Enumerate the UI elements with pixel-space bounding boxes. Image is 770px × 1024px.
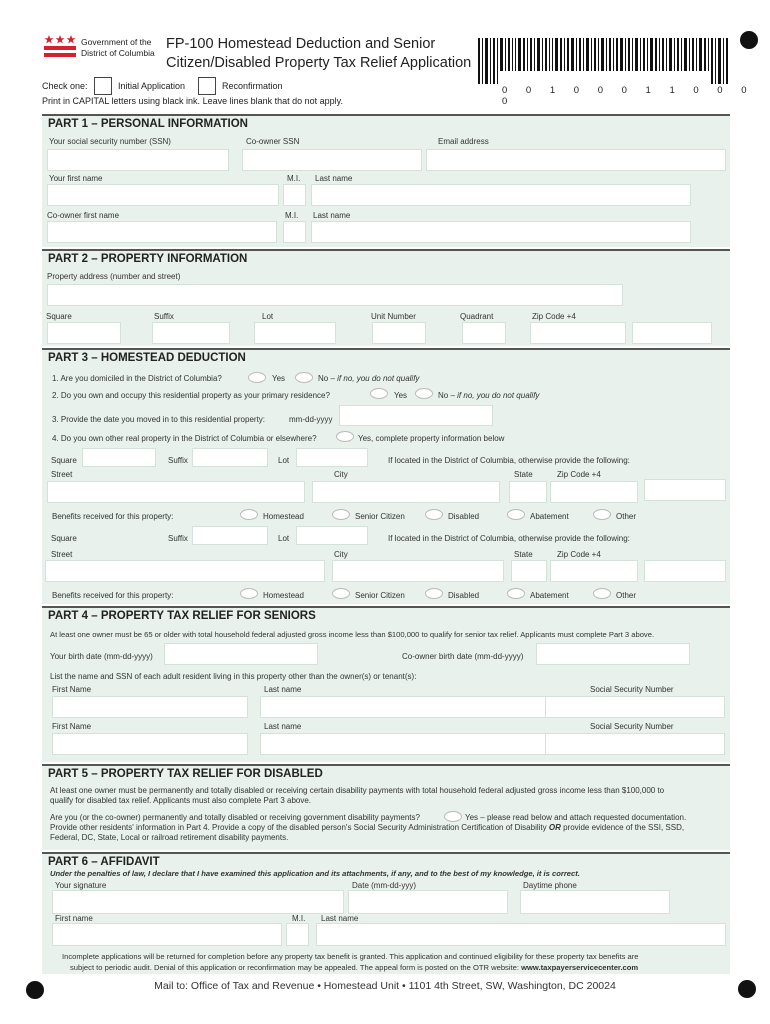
co-mi-label: M.I. [285, 211, 299, 220]
op1-state-input[interactable] [509, 481, 547, 503]
resident1-last-label: Last name [264, 685, 302, 694]
first-name-label: Your first name [49, 174, 103, 183]
op2-zip-label: Zip Code +4 [557, 550, 601, 559]
co-first-name-input[interactable] [47, 221, 277, 243]
resident2-first-label: First Name [52, 722, 92, 731]
residents-list-label: List the name and SSN of each adult resident living in this property other than the owner(s) or tenant(s): [50, 672, 417, 681]
part1-title: PART 1 – PERSONAL INFORMATION [48, 118, 248, 130]
part3-section [42, 348, 730, 604]
q2-yes-radio[interactable] [370, 388, 388, 399]
resident2-last-input[interactable] [260, 733, 578, 755]
otr-website-link[interactable]: www.taxpayerservicecenter.com [521, 963, 639, 972]
part6-title: PART 6 – AFFIDAVIT [48, 856, 160, 868]
op1-state-label: State [514, 470, 533, 479]
signer-last-name-input[interactable] [316, 923, 726, 946]
signature-date-input[interactable] [348, 890, 508, 914]
op1-benefits-label: Benefits received for this property: [52, 512, 174, 521]
q3-label: 3. Provide the date you moved in to this residential property: [52, 415, 266, 424]
resident1-ssn-input[interactable] [545, 696, 725, 718]
q2-no-label: No – if no, you do not qualify [438, 391, 540, 400]
part5-paragraph-line2: Federal, DC, State, Local or railroad retirement disability payments. [50, 833, 289, 842]
last-name-input[interactable] [311, 184, 691, 206]
move-in-date-input[interactable] [339, 405, 493, 426]
signer-first-name-label: First name [55, 914, 93, 923]
op2-state-input[interactable] [511, 560, 547, 582]
incomplete-notice-line1: Incomplete applications will be returned for completion before any property tax benefit is granted. This application and continued eligibility for these property tax benefits are [62, 952, 639, 961]
barcode-number: 0 0 1 0 0 0 1 1 0 0 0 0 [502, 85, 755, 107]
co-mi-input[interactable] [283, 221, 306, 243]
signer-first-name-input[interactable] [52, 923, 282, 946]
op2-abatement-radio[interactable] [507, 588, 525, 599]
last-name-label: Last name [315, 174, 353, 183]
op2-street-input[interactable] [45, 560, 325, 582]
resident1-first-label: First Name [52, 685, 92, 694]
logo-text-line2: District of Columbia [81, 48, 155, 58]
part4-intro: At least one owner must be 65 or older with total household federal adjusted gross income less than $100,000 to qualify for senior tax relief. Applicants must complete Part 3 above. [50, 630, 655, 639]
resident2-ssn-label: Social Security Number [590, 722, 674, 731]
part3-title: PART 3 – HOMESTEAD DEDUCTION [48, 352, 246, 364]
part1-section [42, 114, 730, 247]
part2-title: PART 2 – PROPERTY INFORMATION [48, 253, 248, 265]
co-first-name-label: Co-owner first name [47, 211, 120, 220]
daytime-phone-input[interactable] [520, 890, 670, 914]
op2-suffix-input[interactable] [192, 526, 268, 545]
square-input[interactable] [47, 322, 121, 344]
op2-zip4-input[interactable] [644, 560, 726, 582]
q1-yes-radio[interactable] [248, 372, 266, 383]
co-last-name-input[interactable] [311, 221, 691, 243]
op1-street-input[interactable] [47, 481, 305, 503]
first-name-input[interactable] [47, 184, 279, 206]
co-last-name-label: Last name [313, 211, 351, 220]
op2-homestead-label: Homestead [263, 591, 304, 600]
op2-homestead-radio[interactable] [240, 588, 258, 599]
q1-no-qualify: if no, you do not qualify [337, 374, 420, 383]
part5-or: OR [548, 823, 561, 832]
op2-senior-label: Senior Citizen [355, 591, 405, 600]
part5-title: PART 5 – PROPERTY TAX RELIEF FOR DISABLED [48, 768, 323, 780]
resident1-ssn-label: Social Security Number [590, 685, 674, 694]
op2-city-input[interactable] [332, 560, 504, 582]
part5-intro-line1: At least one owner must be permanently and totally disabled or receiving certain disability payments with total household federal adjusted gross income less than $100,000 to [50, 786, 665, 795]
co-ssn-label: Co-owner SSN [246, 137, 300, 146]
op1-homestead-label: Homestead [263, 512, 304, 521]
quadrant-input[interactable] [462, 322, 506, 344]
resident1-last-input[interactable] [260, 696, 578, 718]
signature-date-label: Date (mm-dd-yyy) [352, 881, 417, 890]
barcode [478, 38, 728, 84]
square-label: Square [46, 312, 72, 321]
op1-other-radio[interactable] [593, 509, 611, 520]
op2-senior-radio[interactable] [332, 588, 350, 599]
form-title-line1: FP-100 Homestead Deduction and Senior [166, 36, 436, 52]
part5-intro-line2: qualify for disabled tax relief. Applicants must also complete Part 3 above. [50, 796, 312, 805]
q1-label: 1. Are you domiciled in the District of Columbia? [52, 374, 222, 383]
part5-yes-label: Yes – please read below and attach requested documentation. [465, 813, 687, 822]
part4-title: PART 4 – PROPERTY TAX RELIEF FOR SENIORS [48, 610, 316, 622]
email-label: Email address [438, 137, 489, 146]
op2-other-radio[interactable] [593, 588, 611, 599]
op1-city-label: City [334, 470, 348, 479]
barcode-icon [478, 38, 728, 84]
zip-input[interactable] [530, 322, 626, 344]
incomplete-notice-line2: subject to periodic audit. Denial of this application or reconfirmation may be appealed. The appeal form is posted on the OTR website: www.taxpayerservicecenter.com [70, 963, 639, 972]
signer-mi-label: M.I. [292, 914, 306, 923]
op2-lot-label: Lot [278, 534, 290, 543]
op1-zip-label: Zip Code +4 [557, 470, 601, 479]
resident2-last-label: Last name [264, 722, 302, 731]
op1-zip-input[interactable] [550, 481, 638, 503]
ssn-input[interactable] [47, 149, 229, 171]
daytime-phone-label: Daytime phone [523, 881, 577, 890]
q2-yes-label: Yes [394, 391, 408, 400]
quadrant-label: Quadrant [460, 312, 494, 321]
op1-abatement-radio[interactable] [507, 509, 525, 520]
co-birth-date-input[interactable] [536, 643, 690, 665]
op1-homestead-radio[interactable] [240, 509, 258, 520]
signature-label: Your signature [55, 881, 107, 890]
q4-yes-label: Yes, complete property information below [358, 434, 505, 443]
dc-flag-icon [44, 34, 76, 58]
q3-format: mm-dd-yyyy [289, 415, 333, 424]
form-title-line2: Citizen/Disabled Property Tax Relief Application [166, 55, 472, 71]
op1-street-label: Street [51, 470, 73, 479]
resident2-first-input[interactable] [52, 733, 248, 755]
initial-application-checkbox[interactable] [94, 77, 112, 95]
dc-logo [44, 34, 76, 58]
part5-section [42, 764, 730, 850]
part2-section [42, 249, 730, 346]
q1-yes-label: Yes [272, 374, 286, 383]
op2-street-label: Street [51, 550, 73, 559]
op1-city-input[interactable] [312, 481, 500, 503]
property-address-input[interactable] [47, 284, 623, 306]
mail-to-address: Mail to: Office of Tax and Revenue • Homestead Unit • 1101 4th Street, SW, Washington, DC 20024 [154, 980, 616, 992]
zip-label: Zip Code +4 [532, 312, 576, 321]
reconfirmation-label: Reconfirmation [222, 81, 283, 91]
q2-no-radio[interactable] [415, 388, 433, 399]
co-birth-date-label: Co-owner birth date (mm-dd-yyyy) [402, 652, 524, 661]
op1-disabled-radio[interactable] [425, 509, 443, 520]
op2-disabled-label: Disabled [448, 591, 480, 600]
unit-number-input[interactable] [372, 322, 426, 344]
op1-square-label: Square [51, 456, 77, 465]
suffix-input[interactable] [152, 322, 230, 344]
affidavit-statement: Under the penalties of law, I declare that I have examined this application and its attachments, if any, and to the best of my knowledge, it is correct. [50, 869, 580, 878]
unit-number-label: Unit Number [371, 312, 416, 321]
op2-abatement-label: Abatement [530, 591, 569, 600]
resident1-first-input[interactable] [52, 696, 248, 718]
q2-no-qualify: if no, you do not qualify [457, 391, 540, 400]
q1-no-radio[interactable] [295, 372, 313, 383]
check-one-label: Check one: [42, 81, 88, 91]
op1-suffix-input[interactable] [192, 448, 268, 467]
q4-label: 4. Do you own other real property in the District of Columbia or elsewhere? [52, 434, 317, 443]
co-ssn-input[interactable] [242, 149, 422, 171]
zip-plus4-input[interactable] [632, 322, 712, 344]
print-instructions: Print in CAPITAL letters using black ink. Leave lines blank that do not apply. [42, 96, 343, 106]
op1-disabled-label: Disabled [448, 512, 480, 521]
op2-lot-input[interactable] [296, 526, 368, 545]
op1-senior-radio[interactable] [332, 509, 350, 520]
op1-lot-input[interactable] [296, 448, 368, 467]
part5-yes-radio[interactable] [444, 811, 462, 822]
q1-no-label: No – if no, you do not qualify [318, 374, 420, 383]
op1-senior-label: Senior Citizen [355, 512, 405, 521]
op1-zip4-input[interactable] [644, 479, 726, 501]
ssn-label: Your social security number (SSN) [49, 137, 171, 146]
mi-input[interactable] [283, 184, 306, 206]
resident2-ssn-input[interactable] [545, 733, 725, 755]
lot-label: Lot [262, 312, 274, 321]
op2-city-label: City [334, 550, 348, 559]
suffix-label: Suffix [154, 312, 174, 321]
property-address-label: Property address (number and street) [47, 272, 181, 281]
logo-text-line1: Government of the [81, 37, 152, 47]
op1-other-label: Other [616, 512, 637, 521]
part5-paragraph-line1: Provide other residents' information in Part 4. Provide a copy of the disabled person's Social Security Administration Certification of Disability OR provide evidence of the SSI, SSD, [50, 823, 685, 832]
op2-suffix-label: Suffix [168, 534, 188, 543]
q2-label: 2. Do you own and occupy this residential property as your primary residence? [52, 391, 330, 400]
signature-input[interactable] [52, 890, 344, 914]
mi-label: M.I. [287, 174, 301, 183]
op1-abatement-label: Abatement [530, 512, 569, 521]
birth-date-label: Your birth date (mm-dd-yyyy) [50, 652, 153, 661]
op2-square-label: Square [51, 534, 77, 543]
part6-section [42, 852, 730, 974]
lot-input[interactable] [254, 322, 336, 344]
registration-mark-top-right [740, 31, 758, 49]
op2-if-located: If located in the District of Columbia, otherwise provide the following: [388, 534, 630, 543]
email-input[interactable] [426, 149, 726, 171]
op1-lot-label: Lot [278, 456, 290, 465]
op1-if-located: If located in the District of Columbia, otherwise provide the following: [388, 456, 630, 465]
op1-suffix-label: Suffix [168, 456, 188, 465]
op1-square-input[interactable] [82, 448, 156, 467]
reconfirmation-checkbox[interactable] [198, 77, 216, 95]
part4-section [42, 606, 730, 762]
op2-state-label: State [514, 550, 533, 559]
op2-disabled-radio[interactable] [425, 588, 443, 599]
q4-yes-radio[interactable] [336, 431, 354, 442]
signer-last-name-label: Last name [321, 914, 359, 923]
signer-mi-input[interactable] [286, 923, 309, 946]
part5-question: Are you (or the co-owner) permanently and totally disabled or receiving government disability payments? [50, 813, 420, 822]
birth-date-input[interactable] [164, 643, 318, 665]
op2-zip-input[interactable] [550, 560, 638, 582]
op2-other-label: Other [616, 591, 637, 600]
op2-benefits-label: Benefits received for this property: [52, 591, 174, 600]
initial-application-label: Initial Application [118, 81, 186, 91]
